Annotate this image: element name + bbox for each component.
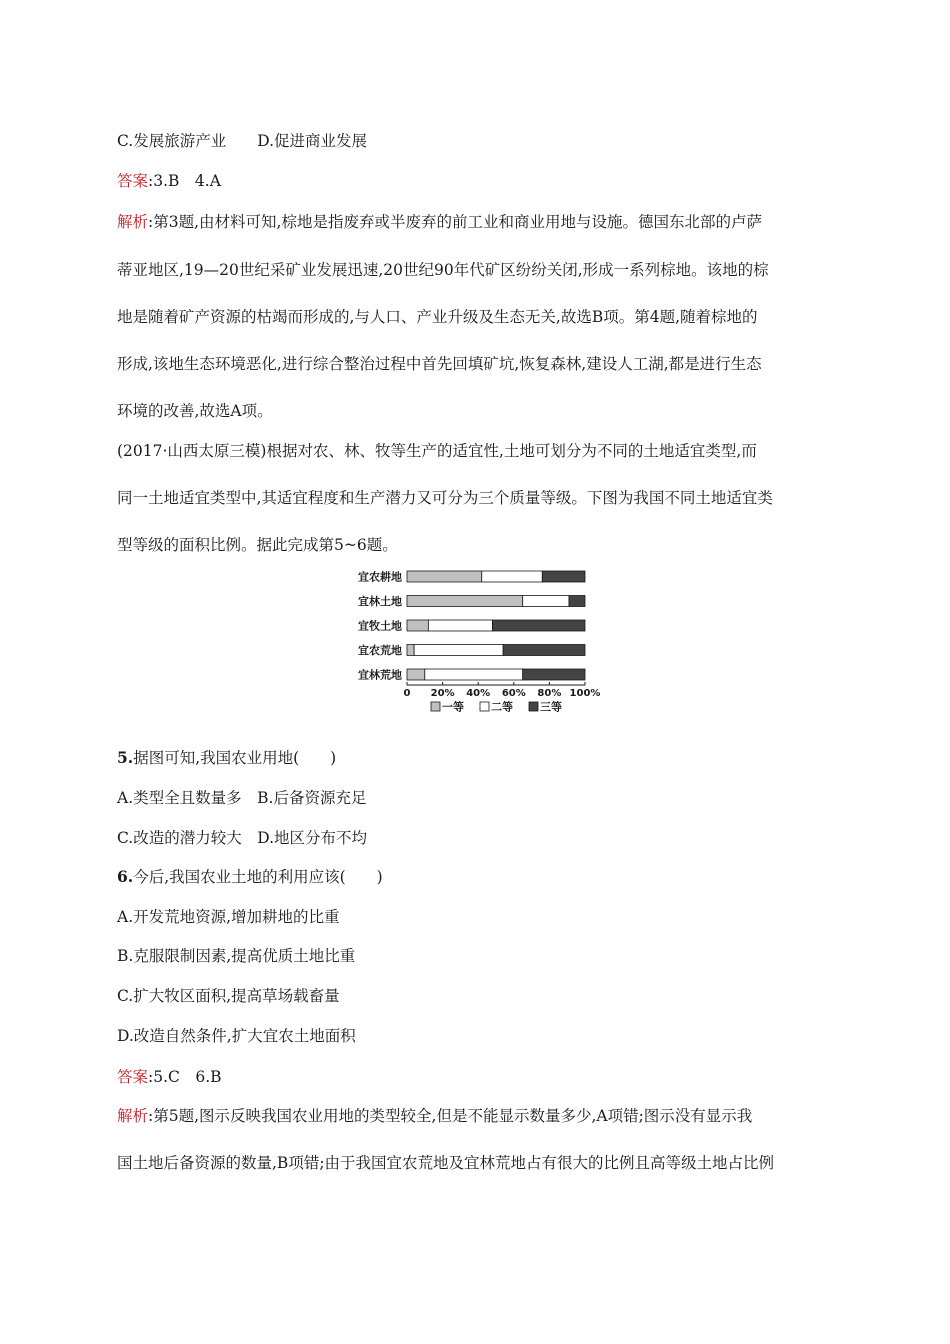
- question-6: [117, 867, 383, 887]
- tick-label: 60%: [501, 688, 526, 699]
- bar-segment: [569, 596, 585, 607]
- bar-segment: [425, 669, 523, 680]
- tick-label: 20%: [430, 688, 455, 699]
- material-line: 同一土地适宜类型中,其适宜程度和生产潜力又可分为三个质量等级。下图为我国不同土地适宜类: [117, 489, 773, 507]
- option-line: B.克服限制因素,提高优质土地比重: [117, 947, 356, 965]
- option-line: A.开发荒地资源,增加耕地的比重: [117, 908, 340, 926]
- answer-line: [117, 1067, 222, 1087]
- category-label: 宜农荒地: [358, 644, 402, 657]
- tick-label: 100%: [569, 688, 601, 699]
- material-line: 型等级的面积比例。据此完成第5~6题。: [117, 536, 398, 554]
- tick-label: 40%: [466, 688, 491, 699]
- material-line: (2017·山西太原三模)根据对农、林、牧等生产的适宜性,土地可划分为不同的土地适宜类型,而: [117, 442, 757, 460]
- bar-segment: [503, 645, 585, 656]
- analysis-line: 蒂亚地区,19—20世纪采矿业发展迅速,20世纪90年代矿区纷纷关闭,形成一系列棕地。该地的棕: [117, 261, 769, 279]
- analysis-text: :第5题,图示反映我国农业用地的类型较全,但是不能显示数量多少,A项错;图示没有显示我: [148, 1107, 753, 1125]
- bar-segment: [523, 596, 569, 607]
- bar-segment: [407, 571, 482, 582]
- analysis-line: [117, 212, 762, 232]
- tick-label: 80%: [537, 688, 562, 699]
- bar-segment: [407, 645, 414, 656]
- analysis-text: :第3题,由材料可知,棕地是指废弃或半废弃的前工业和商业用地与设施。德国东北部的卢萨: [148, 213, 762, 231]
- bar-segment: [492, 620, 585, 631]
- analysis-line: 环境的改善,故选A项。: [117, 402, 273, 420]
- legend-label: 二等: [491, 700, 513, 714]
- legend-swatch: [480, 702, 489, 711]
- legend-label: 一等: [442, 700, 464, 714]
- bar-segment: [407, 596, 523, 607]
- option-line: C.扩大牧区面积,提高草场载畜量: [117, 987, 340, 1005]
- option-line: A.类型全且数量多 B.后备资源充足: [117, 789, 367, 807]
- bar-segment: [482, 571, 543, 582]
- bar-segment: [523, 669, 585, 680]
- question-text: 据图可知,我国农业用地( ): [133, 749, 337, 767]
- category-label: 宜林荒地: [358, 668, 402, 682]
- tick-label: 0: [403, 688, 411, 699]
- analysis-line: 国土地后备资源的数量,B项错;由于我国宜农荒地及宜林荒地占有很大的比例且高等级土地占比例: [117, 1154, 775, 1172]
- question-5: [117, 748, 336, 768]
- question-number: 6.: [117, 867, 134, 886]
- category-label: 宜林土地: [358, 595, 402, 608]
- bar-segment: [407, 669, 425, 680]
- legend-swatch: [431, 702, 440, 711]
- legend-swatch: [529, 702, 538, 711]
- option-line: D.改造自然条件,扩大宜农土地面积: [117, 1027, 356, 1045]
- analysis-line: [117, 1106, 752, 1126]
- analysis-label: 解析: [117, 1107, 149, 1125]
- bar-segment: [414, 645, 503, 656]
- answer-line: [117, 171, 221, 191]
- text-line: C.发展旅游产业 D.促进商业发展: [117, 132, 368, 150]
- category-label: 宜农耕地: [358, 570, 402, 584]
- question-text: 今后,我国农业土地的利用应该( ): [133, 868, 383, 886]
- bar-segment: [428, 620, 492, 631]
- answer-text: :5.C 6.B: [148, 1068, 222, 1086]
- bar-segment: [542, 571, 585, 582]
- bar-segment: [407, 620, 428, 631]
- category-label: 宜牧土地: [358, 619, 402, 633]
- option-line: C.改造的潜力较大 D.地区分布不均: [117, 829, 368, 847]
- analysis-line: 形成,该地生态环境恶化,进行综合整治过程中首先回填矿坑,恢复森林,建设人工湖,都是进行生态: [117, 355, 762, 373]
- answer-label: 答案: [117, 172, 149, 190]
- analysis-label: 解析: [117, 213, 149, 231]
- question-number: 5.: [117, 748, 134, 767]
- stacked-bar-chart: [345, 562, 615, 727]
- analysis-line: 地是随着矿产资源的枯竭而形成的,与人口、产业升级及生态无关,故选B项。第4题,随着棕地的: [117, 308, 758, 326]
- legend-label: 三等: [540, 700, 562, 714]
- answer-text: :3.B 4.A: [148, 172, 221, 190]
- answer-label: 答案: [117, 1068, 149, 1086]
